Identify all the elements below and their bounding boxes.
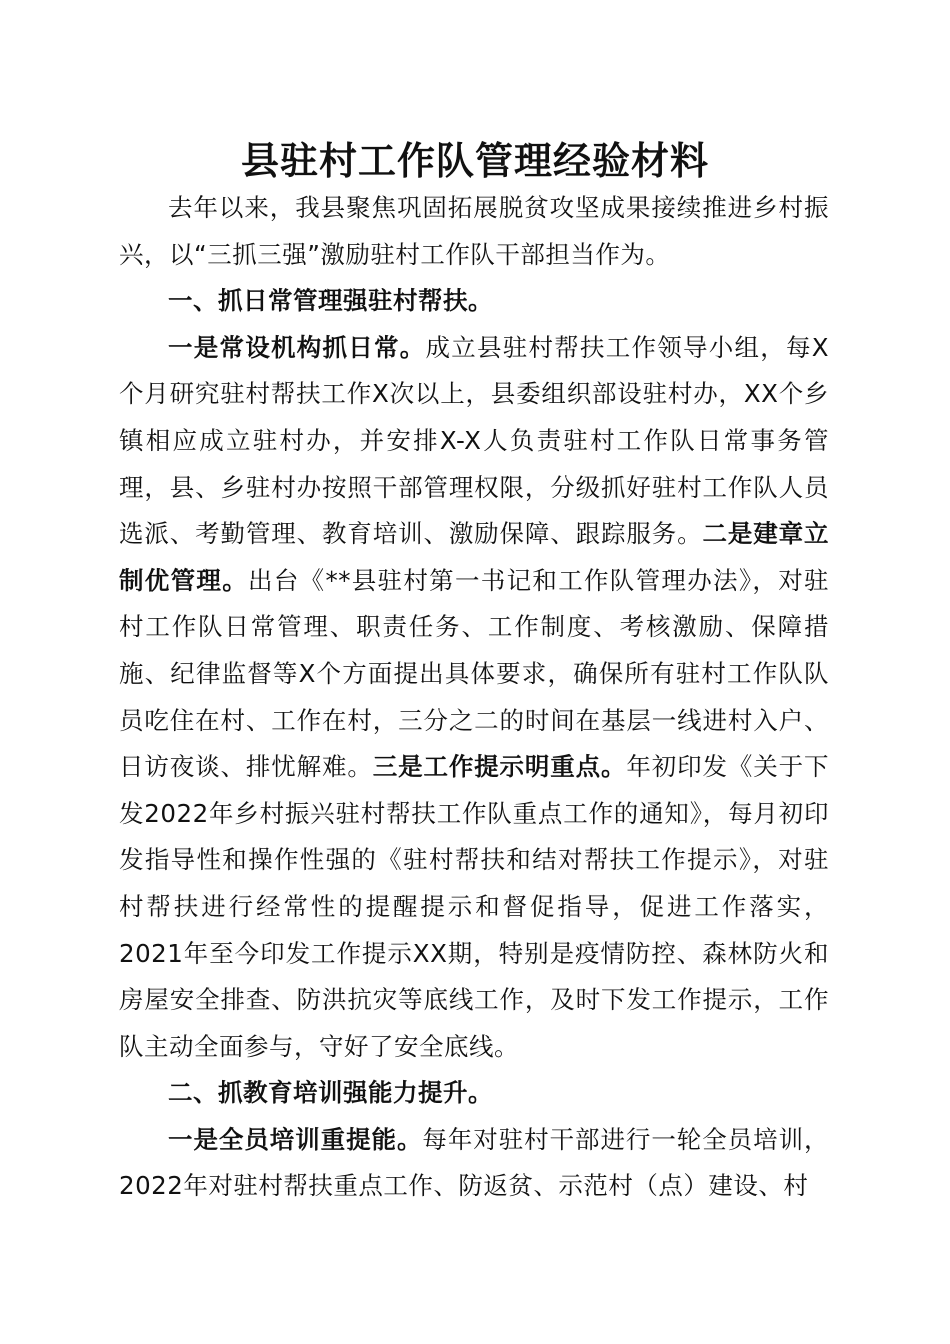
- document-title: 县驻村工作队管理经验材料: [240, 138, 709, 183]
- section-1-paragraph: [119, 325, 829, 1071]
- section-2-text-1: 每年对驻村干部进行一轮全员培训，2022年对驻村帮扶重点工作、防返贫、示范村（点）建设、村: [119, 1124, 830, 1201]
- section-2-lead-1: 一是全员培训重提能。: [168, 1124, 423, 1154]
- section-1-lead-1: 一是常设机构抓日常。: [168, 332, 426, 362]
- section-1-lead-3: 三是工作提示明重点。: [372, 752, 627, 782]
- section-1-text-2: 出台《**县驻村第一书记和工作队管理办法》，对驻村工作队日常管理、职责任务、工作制度、考核激励、保障措施、纪律监督等X个方面提出具体要求，确保所有驻村工作队队员吃住在村、工作在村，三分之二的时间在基层一线进村入户、日访夜谈、排忧解难。: [119, 565, 830, 782]
- section-1-lead-2: 二是建章立制优管理。: [119, 519, 830, 595]
- section-2-heading: 二、抓教育培训强能力提升。: [168, 1078, 493, 1108]
- section-1-text-3: 年初印发《关于下发2022年乡村振兴驻村帮扶工作队重点工作的通知》，每月初印发指导性和操作性强的《驻村帮扶和结对帮扶工作提示》，对驻村帮扶进行经常性的提醒提示和督促指导，促进工作落实，2021年至今印发工作提示XX期，特别是疫情防控、森林防火和房屋安全排查、防洪抗灾等底线工作，及时下发工作提示，工作队主动全面参与，守好了安全底线。: [119, 752, 829, 1061]
- intro-paragraph: 去年以来，我县聚焦巩固拓展脱贫攻坚成果接续推进乡村振兴，以“三抓三强”激励驻村工作队干部担当作为。: [119, 193, 829, 269]
- section-1-text-1: 成立县驻村帮扶工作领导小组，每X个月研究驻村帮扶工作X次以上，县委组织部设驻村办，XX个乡镇相应成立驻村办，并安排X-X人负责驻村工作队日常事务管理，县、乡驻村办按照干部管理权限，分级抓好驻村工作队人员选派、考勤管理、教育培训、激励保障、跟踪服务。: [119, 332, 829, 549]
- document-body: [119, 185, 829, 1210]
- section-2-paragraph: [119, 1117, 829, 1210]
- section-1-heading: 一、抓日常管理强驻村帮扶。: [168, 286, 493, 316]
